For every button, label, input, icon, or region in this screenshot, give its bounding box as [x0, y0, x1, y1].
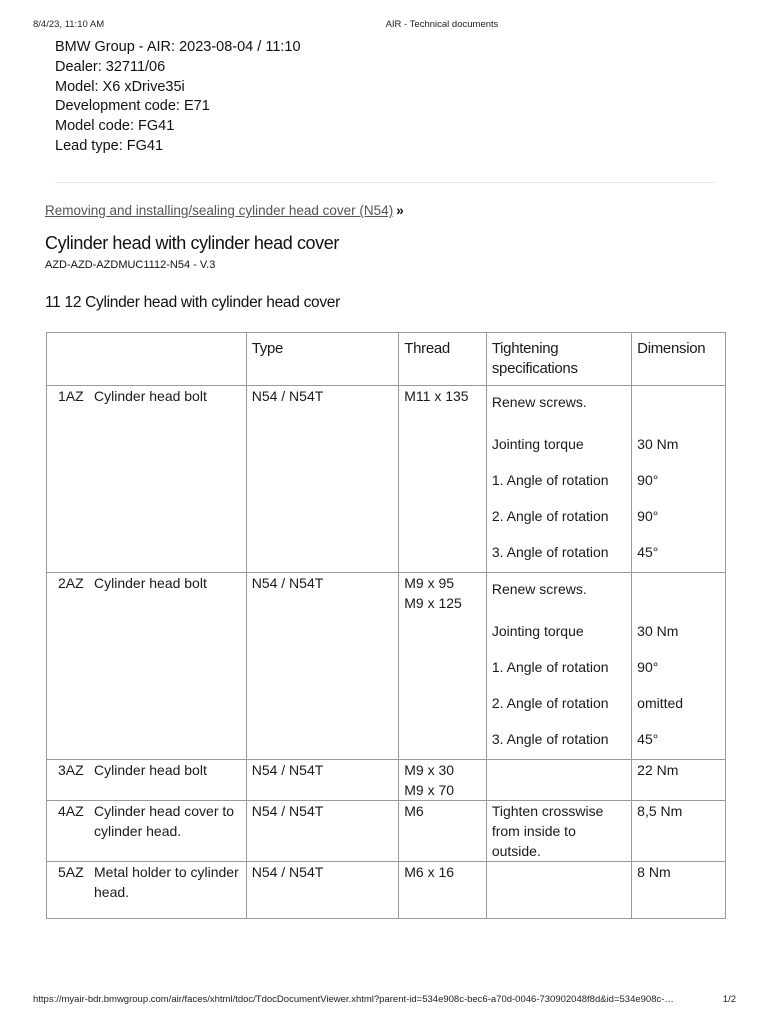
- row-tightening: [486, 386, 631, 573]
- row-name-cell: [47, 801, 247, 862]
- print-title: AIR - Technical documents: [385, 19, 499, 30]
- tightening-step: 3. Angle of rotation: [491, 544, 609, 560]
- tightening-step: Jointing torque: [491, 436, 584, 452]
- row-dimension: [632, 386, 726, 573]
- header-thread: Thread: [399, 333, 487, 386]
- row-tightening: [486, 862, 631, 919]
- tightening-step: Renew screws.: [491, 581, 587, 597]
- thread-value: M9 x 95: [404, 575, 455, 591]
- tightening-step: 2. Angle of rotation: [491, 508, 609, 524]
- table-row: [47, 573, 726, 760]
- thread-value: M6 x 16: [404, 864, 455, 880]
- row-position: 5AZ: [58, 864, 84, 880]
- table-row: [47, 760, 726, 801]
- breadcrumb: [45, 203, 404, 218]
- row-type: N54 / N54T: [246, 801, 399, 862]
- row-position: 3AZ: [58, 762, 84, 778]
- row-name-cell: [47, 386, 247, 573]
- table-row: [47, 386, 726, 573]
- tightening-step: Jointing torque: [491, 623, 584, 639]
- row-dimension: [632, 573, 726, 760]
- tightening-table: [46, 332, 726, 919]
- print-date: 8/4/23, 11:10 AM: [33, 19, 105, 30]
- row-position: 2AZ: [58, 575, 84, 591]
- table-row: [47, 801, 726, 862]
- header-type: Type: [246, 333, 399, 386]
- row-type: N54 / N54T: [246, 386, 399, 573]
- row-type: N54 / N54T: [246, 573, 399, 760]
- row-thread: [399, 801, 487, 862]
- document-title: Cylinder head with cylinder head cover: [45, 233, 339, 253]
- tightening-step: 3. Angle of rotation: [491, 731, 609, 747]
- row-thread: [399, 386, 487, 573]
- tightening-step: 1. Angle of rotation: [491, 472, 609, 488]
- print-url: https://myair-bdr.bmwgroup.com/air/faces/xhtml/tdoc/TdocDocumentViewer.xhtml?parent-id=534e908c-bec6-a70d-0046-730902048f8d&id=534e908c-…: [33, 994, 674, 1005]
- header-dimension: Dimension: [632, 333, 726, 386]
- header-name: [47, 333, 247, 386]
- row-type: N54 / N54T: [246, 760, 399, 801]
- row-name: Cylinder head bolt: [94, 762, 207, 778]
- tightening-step: 2. Angle of rotation: [491, 695, 609, 711]
- row-tightening: [486, 573, 631, 760]
- table-header-row: [47, 333, 726, 386]
- model-code-line: Model code: FG41: [55, 118, 175, 135]
- group-line: BMW Group - AIR: 2023-08-04 / 11:10: [55, 39, 301, 55]
- tightening-step: 1. Angle of rotation: [491, 659, 609, 675]
- dimension-value: 30 Nm: [637, 623, 679, 639]
- dealer-line: Dealer: 32711/06: [55, 58, 166, 75]
- row-position: 4AZ: [58, 803, 84, 819]
- row-dimension: 22 Nm: [632, 760, 726, 801]
- thread-value: M11 x 135: [404, 388, 469, 404]
- row-dimension: 8 Nm: [632, 862, 726, 919]
- thread-value: M9 x 125: [404, 595, 462, 611]
- thread-value: M9 x 70: [404, 782, 455, 798]
- row-type: N54 / N54T: [246, 862, 399, 919]
- row-thread: [399, 760, 487, 801]
- row-name-cell: [47, 862, 247, 919]
- dimension-value: 45°: [637, 544, 659, 560]
- row-name-cell: [47, 573, 247, 760]
- development-code-line: Development code: E71: [55, 98, 210, 115]
- header-tightening: Tightening specifications: [486, 333, 631, 386]
- thread-value: M9 x 30: [404, 762, 455, 778]
- row-dimension: 8,5 Nm: [632, 801, 726, 862]
- dimension-value: 90°: [637, 508, 659, 524]
- divider: [55, 182, 715, 183]
- row-name: Cylinder head cover to cylinder head.: [94, 803, 235, 839]
- row-name: Metal holder to cylinder head.: [94, 864, 239, 900]
- section-title: 11 12 Cylinder head with cylinder head cover: [45, 294, 340, 311]
- dimension-value: 45°: [637, 731, 659, 747]
- dimension-value: 90°: [637, 659, 659, 675]
- vehicle-meta: [55, 38, 301, 157]
- tightening-step: Renew screws.: [491, 394, 587, 410]
- row-thread: [399, 862, 487, 919]
- lead-type-line: Lead type: FG41: [55, 137, 164, 154]
- table-row: [47, 862, 726, 919]
- thread-value: M6: [404, 803, 424, 819]
- dimension-value: omitted: [637, 695, 684, 711]
- row-name: Cylinder head bolt: [94, 575, 207, 591]
- row-tightening: Tighten crosswise from inside to outside.: [486, 801, 631, 862]
- model-line: Model: X6 xDrive35i: [55, 78, 185, 95]
- document-code: AZD-AZD-AZDMUC1112-N54 - V.3: [45, 259, 216, 271]
- row-thread: [399, 573, 487, 760]
- row-position: 1AZ: [58, 388, 84, 404]
- breadcrumb-arrow-icon: »: [396, 203, 404, 218]
- breadcrumb-link[interactable]: Removing and installing/sealing cylinder head cover (N54): [45, 203, 394, 218]
- dimension-value: [637, 386, 720, 428]
- row-tightening: [486, 760, 631, 801]
- dimension-value: 30 Nm: [637, 436, 679, 452]
- row-name: Cylinder head bolt: [94, 388, 207, 404]
- row-name-cell: [47, 760, 247, 801]
- page-number: 1/2: [722, 994, 736, 1005]
- dimension-value: 90°: [637, 472, 659, 488]
- dimension-value: [637, 573, 720, 615]
